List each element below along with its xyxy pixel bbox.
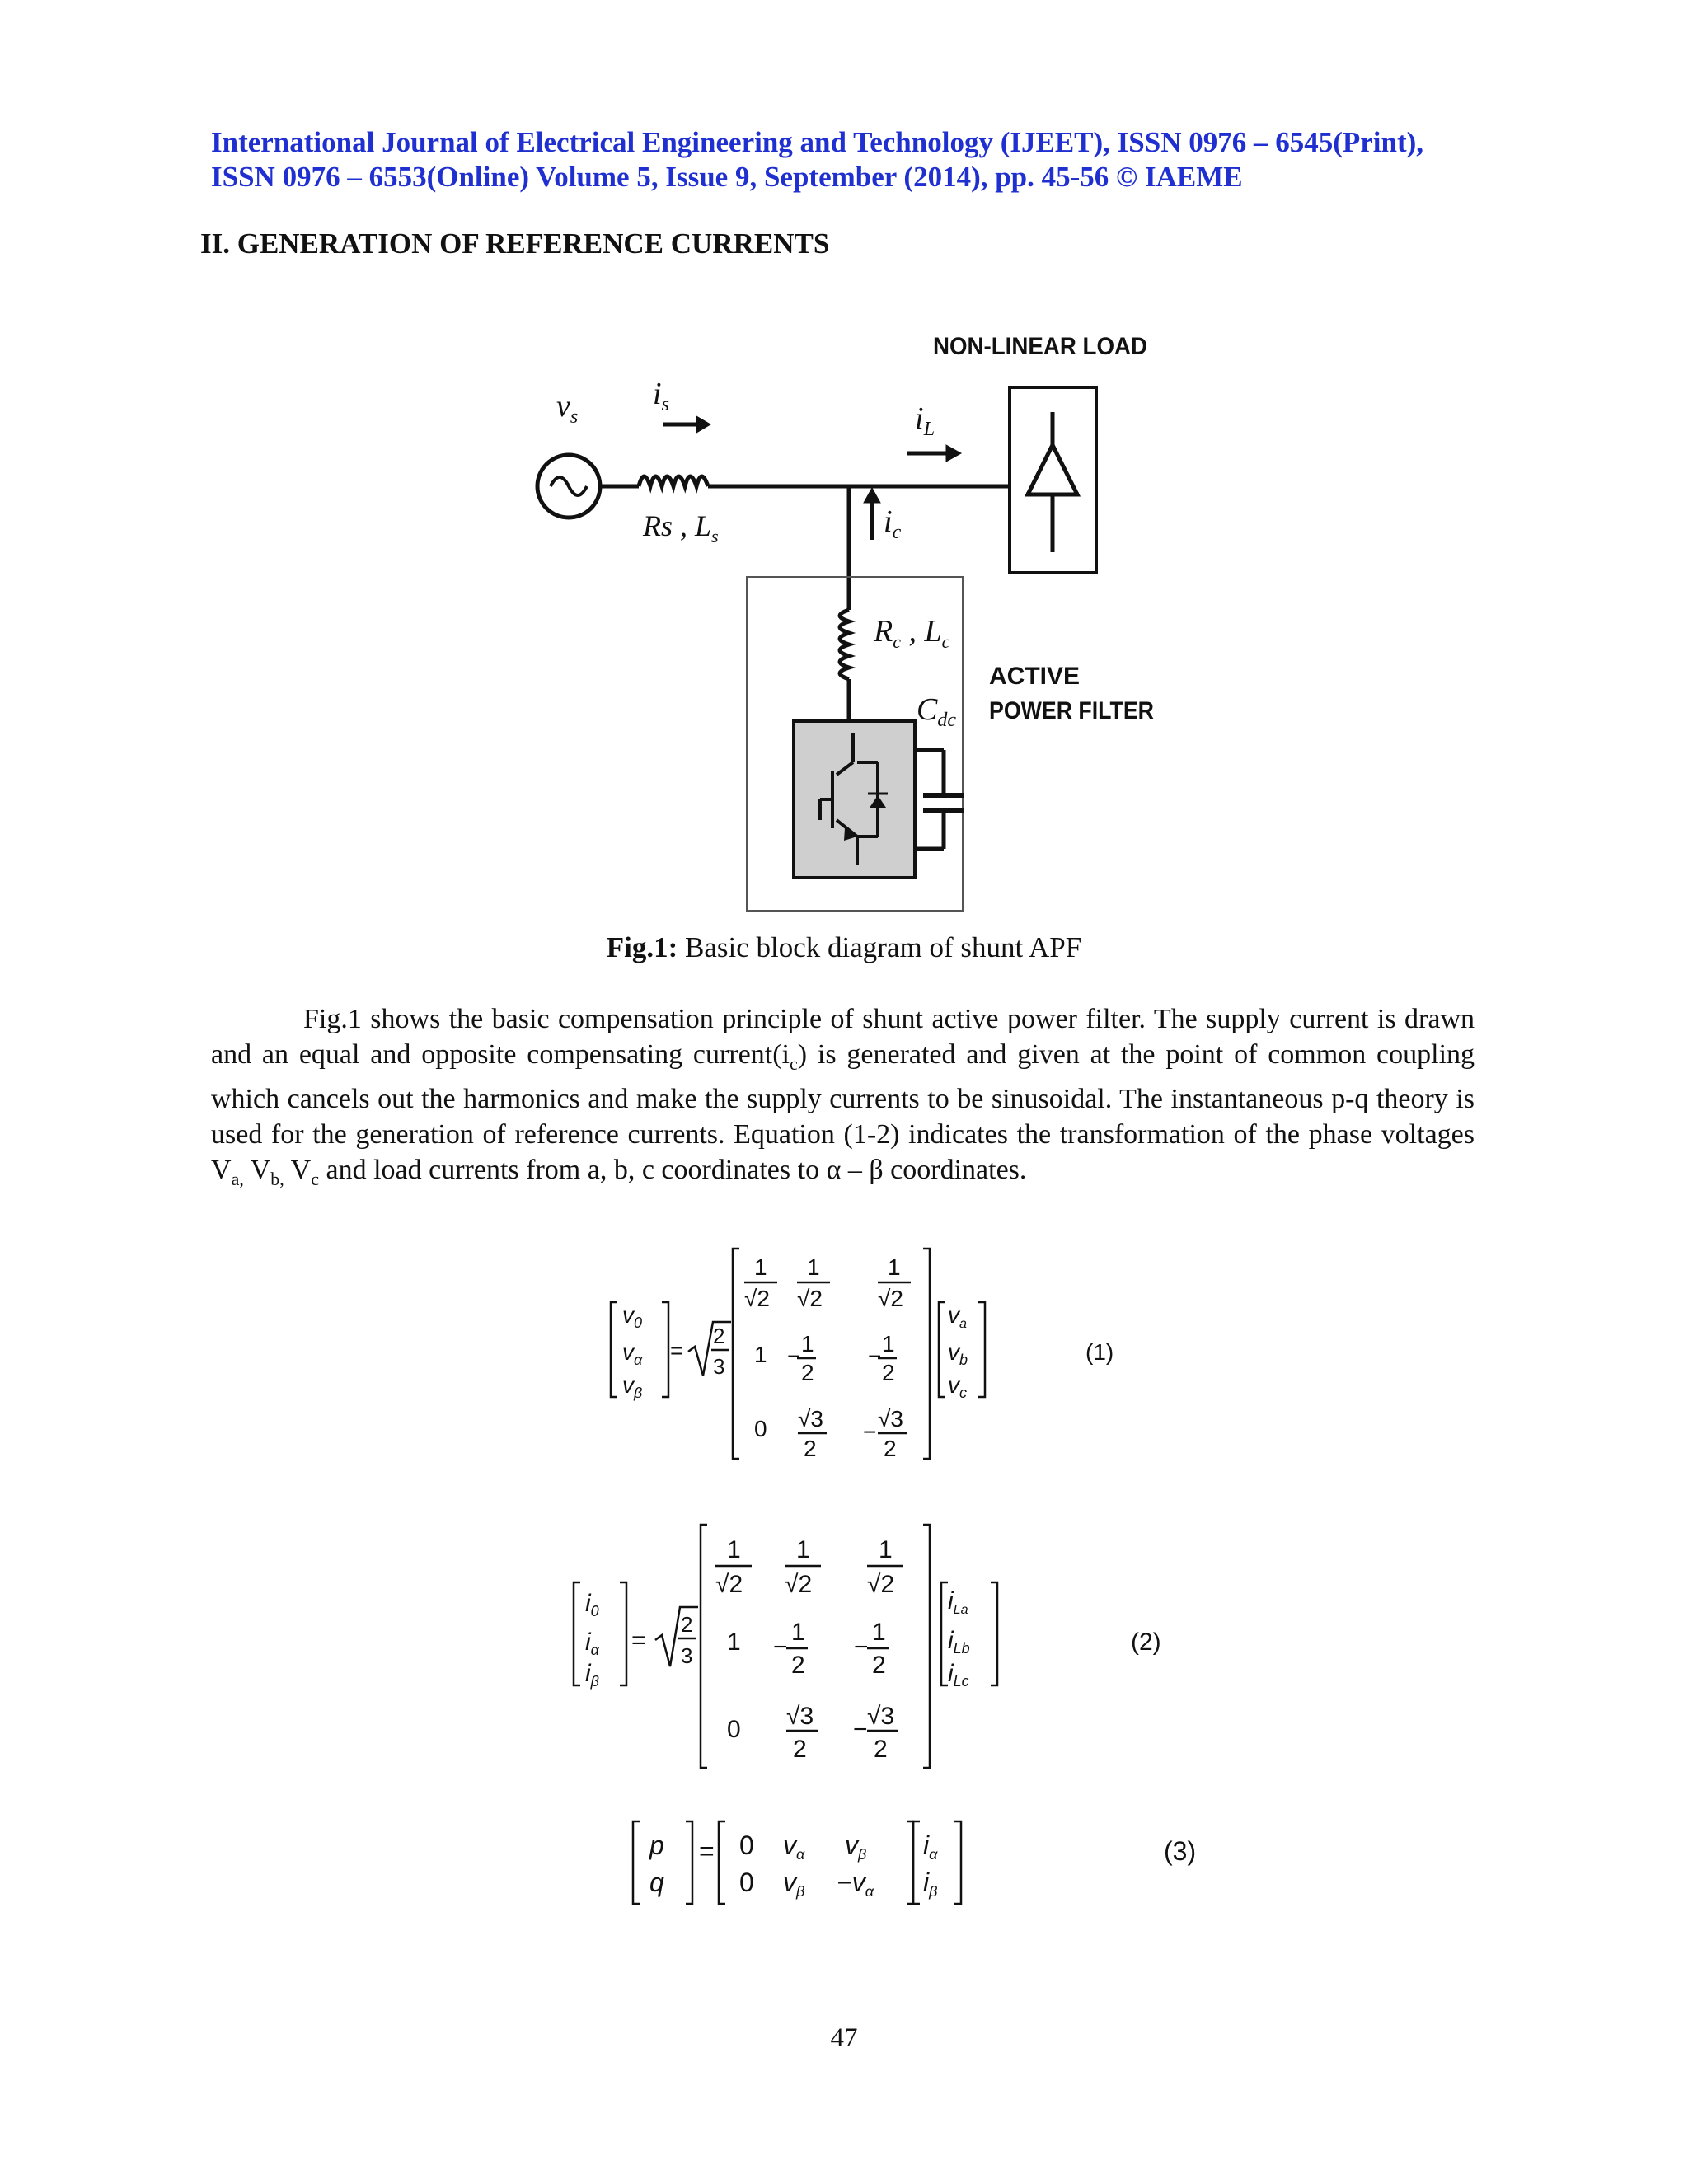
svg-text:−: − [787, 1343, 801, 1369]
journal-header-line1: International Journal of Electrical Engineering and Technology (IJEET), ISSN 0976 – 6545(Print), [211, 126, 1424, 158]
svg-text:2: 2 [681, 1612, 693, 1637]
equation-3-number: (3) [1164, 1836, 1197, 1866]
svg-text:−: − [773, 1633, 788, 1661]
svg-text:2: 2 [804, 1436, 817, 1461]
svg-text:1: 1 [791, 1619, 805, 1646]
svg-text:2: 2 [791, 1652, 805, 1679]
svg-text:√2: √2 [867, 1571, 895, 1598]
il-arrow-icon [946, 445, 961, 462]
caption-label: Fig.1: [606, 931, 678, 963]
svg-text:1: 1 [879, 1536, 893, 1563]
diode-icon [1028, 445, 1077, 494]
svg-text:q: q [649, 1868, 664, 1897]
svg-text:√2: √2 [715, 1571, 743, 1598]
svg-text:−vα: −vα [837, 1868, 874, 1900]
source-inductor-icon [639, 476, 708, 486]
svg-text:−: − [863, 1419, 877, 1445]
ic-label: $i_c$ [884, 504, 902, 543]
svg-text:=: = [670, 1338, 684, 1363]
svg-text:√3: √3 [878, 1406, 903, 1432]
svg-text:−: − [868, 1343, 882, 1369]
svg-text:2: 2 [874, 1736, 888, 1763]
svg-text:1: 1 [872, 1619, 886, 1646]
cdc-label: $C_{dc}$ [917, 692, 957, 731]
ic-arrow-icon [864, 488, 880, 503]
svg-text:0: 0 [739, 1868, 754, 1897]
filter-inductor-icon [840, 610, 849, 679]
equation-2-number: (2) [1131, 1629, 1161, 1656]
journal-header [211, 125, 1480, 194]
svg-text:1: 1 [754, 1254, 767, 1280]
svg-text:3: 3 [713, 1354, 725, 1379]
sine-wave-icon [551, 477, 587, 495]
svg-text:vb: $v_b$ [948, 1339, 968, 1368]
svg-text:2: 2 [713, 1324, 725, 1348]
is-arrow-icon [696, 416, 710, 433]
apf-label-line2: POWER FILTER [989, 697, 1155, 724]
svg-text:1: 1 [888, 1254, 901, 1280]
svg-text:va: $v_a$ [948, 1302, 967, 1331]
svg-text:√3: √3 [786, 1703, 814, 1730]
svg-text:iα: $i_\alpha$ [585, 1629, 599, 1658]
caption-text: Basic block diagram of shunt APF [678, 931, 1082, 963]
svg-text:2: 2 [793, 1736, 807, 1763]
equation-3 [626, 1809, 1220, 1916]
is-label: $i_s$ [653, 377, 669, 415]
svg-text:√2: √2 [797, 1286, 823, 1311]
svg-text:2: 2 [884, 1436, 897, 1461]
svg-text:vβ: $v_\beta$ [622, 1372, 643, 1401]
svg-text:√2: √2 [744, 1286, 770, 1311]
svg-text:1: 1 [882, 1331, 895, 1357]
svg-text:√2: √2 [785, 1571, 813, 1598]
rs-ls-label: Rs , $L_s$ [643, 509, 719, 546]
apf-label-line1: ACTIVE [989, 663, 1081, 690]
svg-text:iLa: $i_{La}$ [948, 1587, 968, 1617]
svg-text:iβ: $i_\beta$ [585, 1660, 599, 1690]
section-title: II. GENERATION OF REFERENCE CURRENTS [200, 227, 830, 260]
svg-text:−: − [854, 1633, 869, 1661]
body-paragraph: Fig.1 shows the basic compensation principle of shunt active power filter. The supply current is drawn and an equal and opposite compensating $current(i_c)$ is generated and given at the point of common coupling which cancels out the harmonics and make the supply currents to be sinusoidal. The instantaneous p-q theory is used for the generation of reference currents. Equation (1-2) indicates the transformation of the phase voltages $V_{a,}$ $V_{b,}$ $V_c$ and load currents from a, b, c coordinates to α – β coordinates. [211, 1004, 1475, 1189]
svg-text:1: 1 [796, 1536, 810, 1563]
equation-1-number: (1) [1085, 1339, 1114, 1365]
equation-2 [569, 1516, 1187, 1772]
svg-text:=: = [699, 1836, 715, 1866]
svg-text:v0: $v_0$ [622, 1302, 643, 1331]
svg-text:vβ: vβ [783, 1868, 805, 1900]
svg-text:iβ: iβ [923, 1868, 938, 1900]
svg-text:iα: iα [923, 1830, 938, 1863]
svg-text:iLb: $i_{Lb}$ [948, 1627, 970, 1657]
svg-text:2: 2 [801, 1360, 814, 1385]
svg-text:vc: $v_c$ [948, 1372, 967, 1401]
svg-text:0: 0 [727, 1716, 741, 1743]
journal-header-line2: ISSN 0976 – 6553(Online) Volume 5, Issue 9, September (2014), pp. 45-56 © IAEME [211, 161, 1243, 193]
svg-text:1: 1 [727, 1629, 741, 1656]
equation-1 [606, 1240, 1142, 1471]
svg-text:=: = [631, 1627, 646, 1654]
svg-text:2: 2 [882, 1360, 895, 1385]
svg-text:vα: $v_\alpha$ [622, 1339, 643, 1368]
svg-text:vα: vα [783, 1830, 805, 1863]
figure-caption [0, 931, 1688, 964]
svg-text:3: 3 [681, 1643, 693, 1668]
svg-text:p: p [649, 1830, 664, 1860]
vs-label: $v_s$ [556, 389, 579, 428]
svg-text:0: 0 [739, 1830, 754, 1860]
svg-text:√3: √3 [798, 1406, 823, 1432]
il-label: $i_L$ [915, 401, 935, 440]
nonlinear-load-label: NON-LINEAR LOAD [933, 333, 1147, 360]
figure-shunt-apf-diagram [495, 313, 1220, 923]
svg-text:1: 1 [807, 1254, 820, 1280]
svg-text:iLc: $i_{Lc}$ [948, 1660, 969, 1690]
svg-text:1: 1 [727, 1536, 741, 1563]
svg-text:i0: $i_0$ [585, 1590, 599, 1619]
svg-text:1: 1 [754, 1342, 767, 1367]
svg-text:√2: √2 [878, 1286, 903, 1311]
svg-text:1: 1 [801, 1331, 814, 1357]
page-number: 47 [830, 2023, 858, 2053]
svg-text:−: − [853, 1716, 868, 1743]
svg-text:0: 0 [754, 1416, 767, 1441]
svg-text:√3: √3 [867, 1703, 895, 1730]
rc-lc-label: $R_c$ , $L_c$ [874, 614, 950, 652]
svg-text:2: 2 [872, 1652, 886, 1679]
svg-text:vβ: vβ [845, 1830, 867, 1863]
